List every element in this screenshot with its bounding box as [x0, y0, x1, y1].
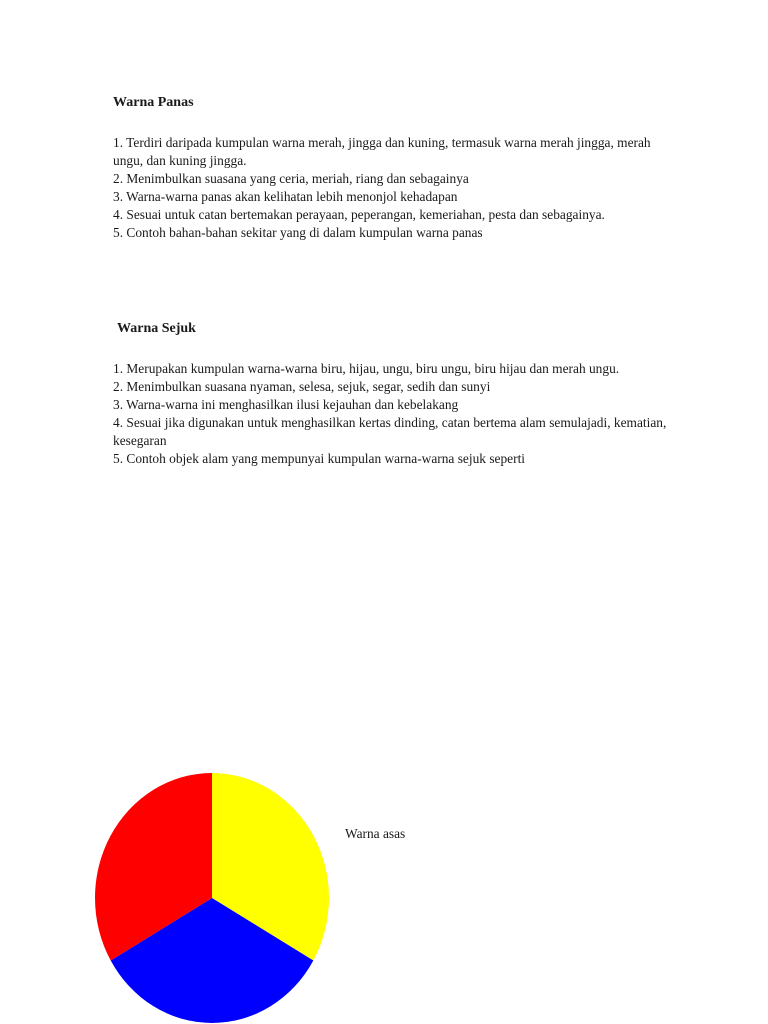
warna-sejuk-item: 2. Menimbulkan suasana nyaman, selesa, sejuk, segar, sedih dan sunyi	[113, 379, 491, 394]
warna-sejuk-item: 3. Warna-warna ini menghasilkan ilusi kejauhan dan kebelakang	[113, 397, 459, 412]
warna-panas-item: 4. Sesuai untuk catan bertemakan perayaan, peperangan, kemeriahan, pesta dan sebagainya.	[113, 207, 605, 222]
warna-sejuk-item: 5. Contoh objek alam yang mempunyai kumpulan warna-warna sejuk seperti	[113, 451, 526, 466]
warna-panas-item: 3. Warna-warna panas akan kelihatan lebih menonjol kehadapan	[113, 189, 458, 204]
warna-sejuk-item: 1. Merupakan kumpulan warna-warna biru, hijau, ungu, biru ungu, biru hijau dan merah ungu.	[113, 361, 620, 376]
warna-panas-section	[113, 94, 673, 242]
warna-panas-item: 5. Contoh bahan-bahan sekitar yang di dalam kumpulan warna panas	[113, 225, 483, 240]
color-wheel-label: Warna asas	[345, 826, 406, 841]
warna-panas-item: 1. Terdiri daripada kumpulan warna merah, jingga dan kuning, termasuk warna merah jingga, merah ungu, dan kuning jingga.	[113, 135, 651, 168]
warna-panas-title: Warna Panas	[113, 95, 194, 110]
warna-sejuk-title: Warna Sejuk	[117, 321, 196, 336]
warna-sejuk-section	[113, 320, 673, 468]
warna-panas-item: 2. Menimbulkan suasana yang ceria, meriah, riang dan sebagainya	[113, 171, 469, 186]
color-wheel-svg	[94, 772, 332, 1024]
color-wheel-image	[94, 772, 332, 1024]
warna-sejuk-list	[113, 360, 673, 468]
warna-panas-list	[113, 134, 673, 242]
warna-sejuk-item: 4. Sesuai jika digunakan untuk menghasilkan kertas dinding, catan bertema alam semulajadi, kematian, kesegaran	[113, 415, 667, 448]
